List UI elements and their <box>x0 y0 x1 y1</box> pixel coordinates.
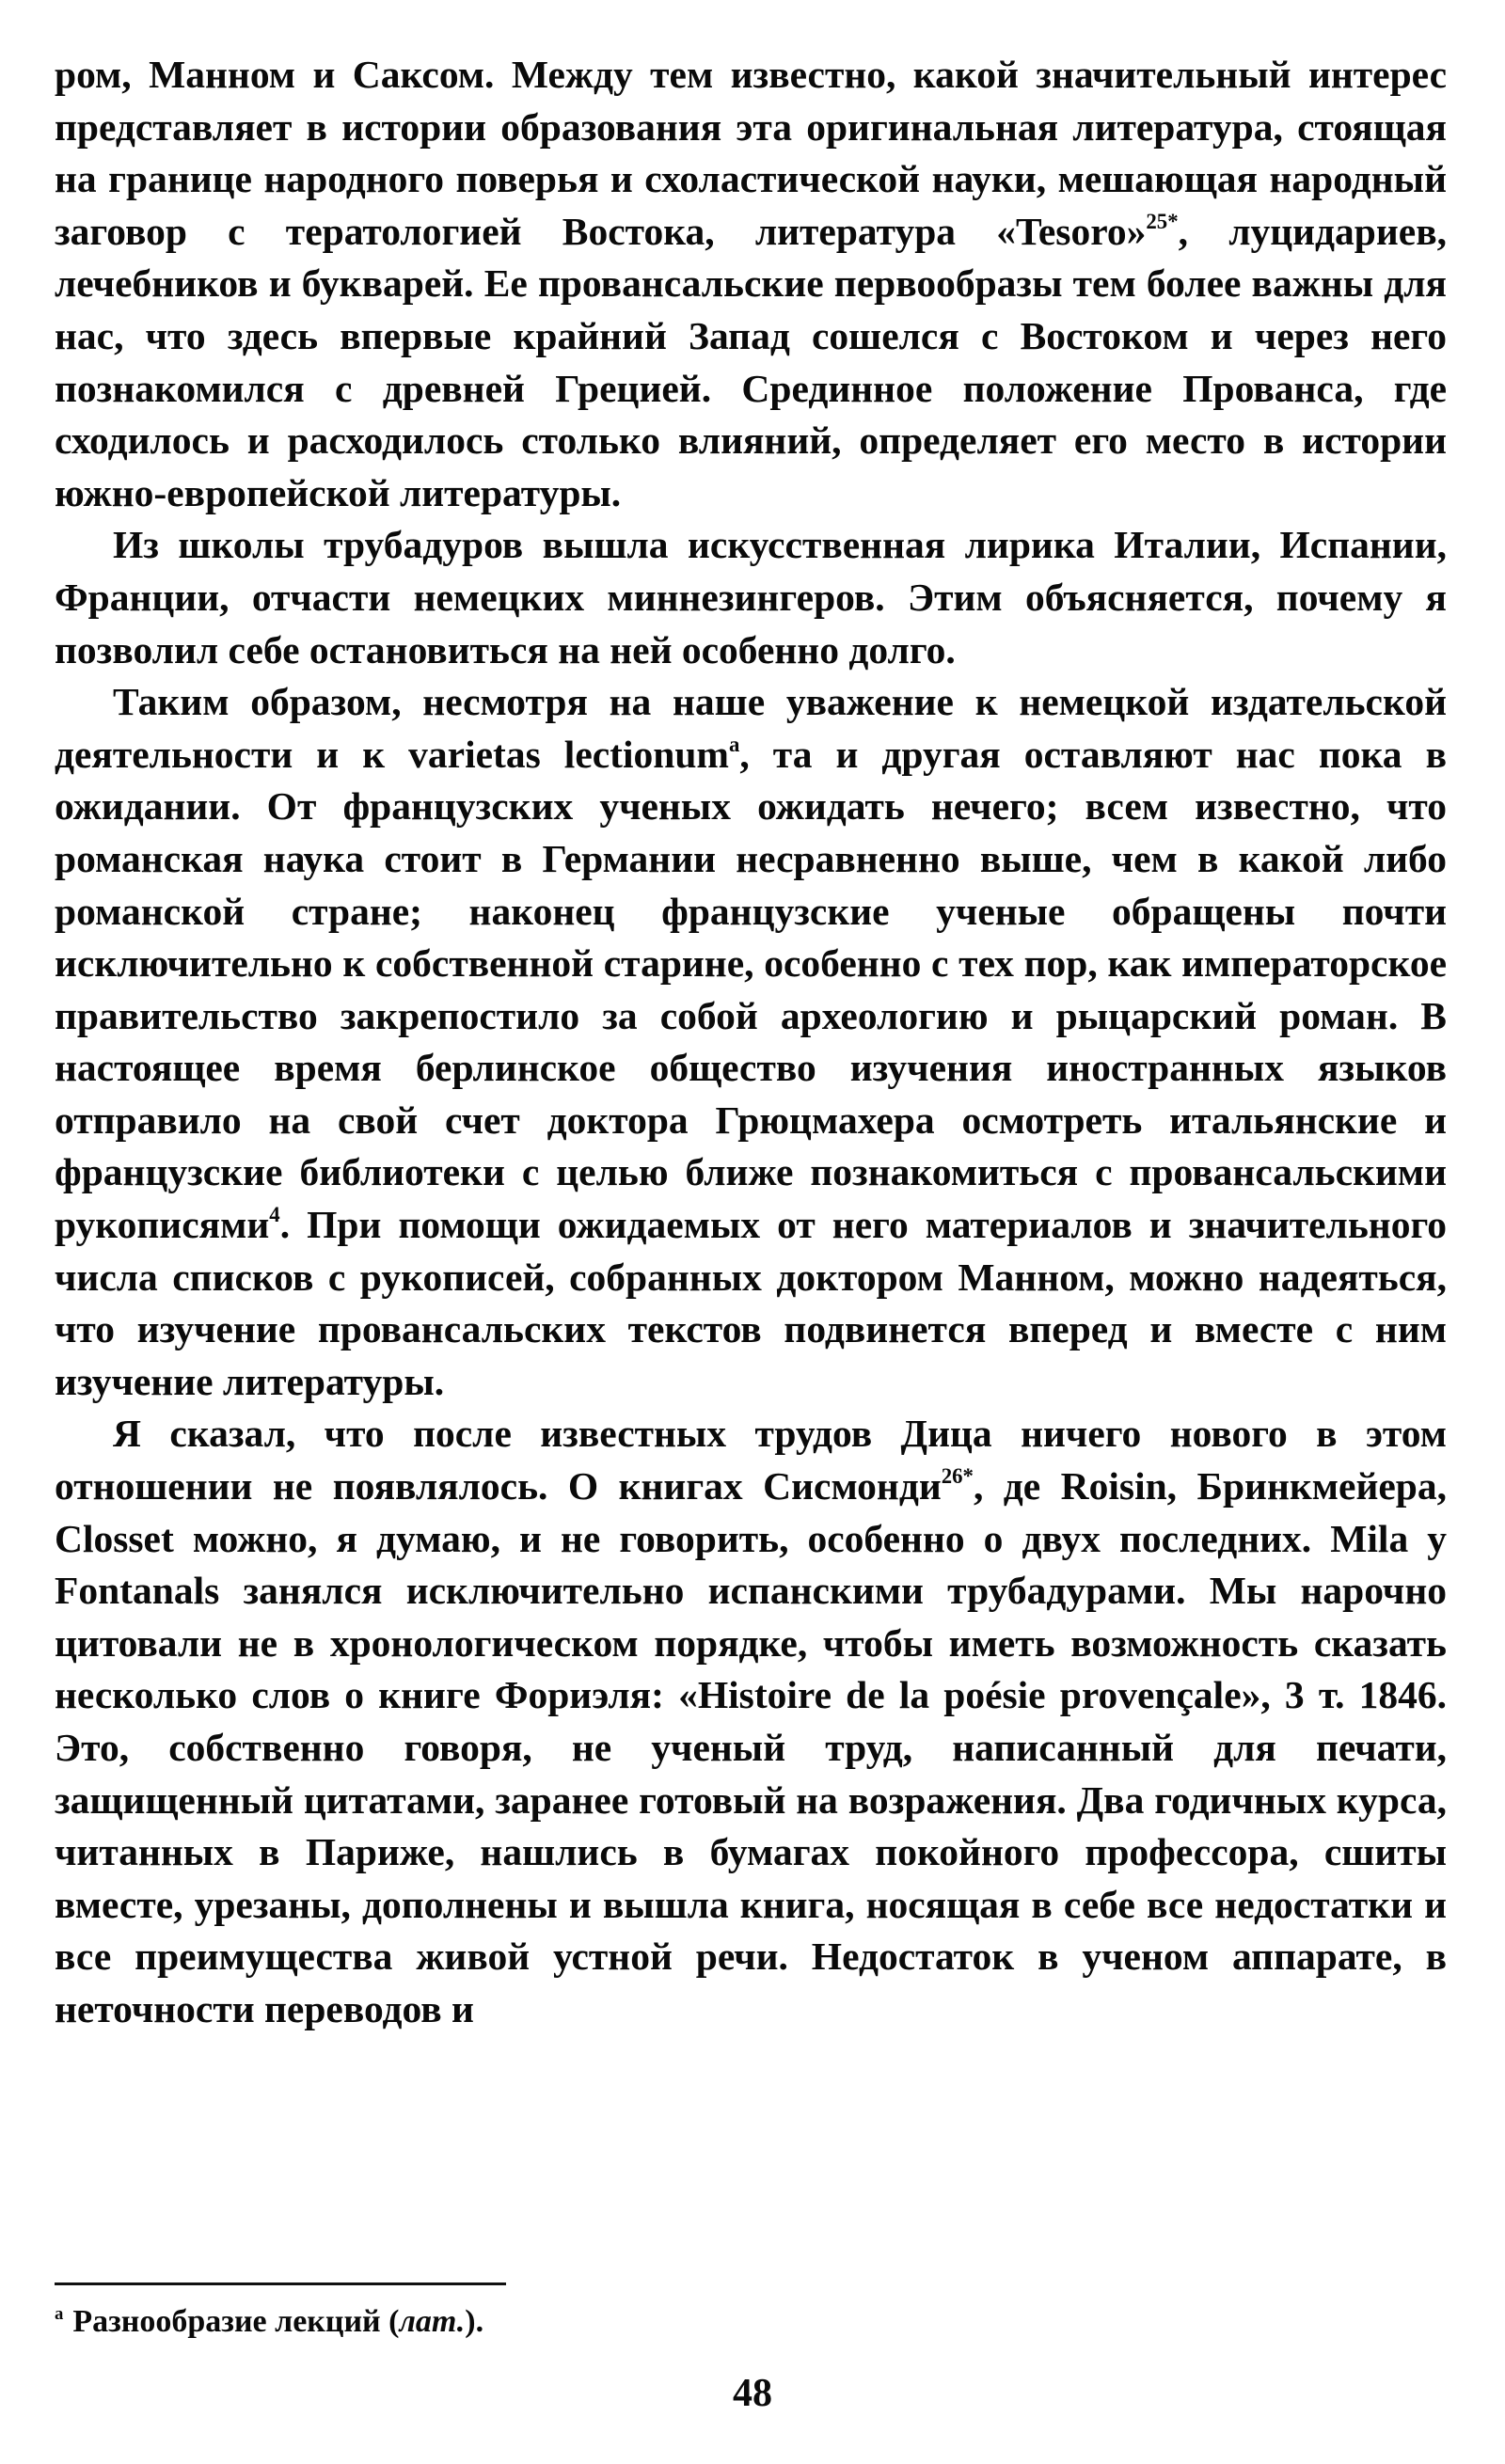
paragraph-text: , луцидариев, лечебников и букварей. Ее провансальские первообразы тем более важны для нас, что здесь впервые крайний Запад сошелся с Востоком и через него познакомился с древней Грецией. Срединное положение Прованса, где сходилось и расходилось столько влияний, определяет его место в истории южно-европейской литературы. <box>55 209 1448 514</box>
paragraph-text: . При помощи ожидаемых от него материалов и значительного числа списков с рукописей, собранных доктором Манном, можно надеяться, что изучение провансальских текстов подвинется вперед и вместе с ним изучение литературы. <box>55 1203 1447 1403</box>
paragraph <box>55 676 1447 1408</box>
paragraph-text: , та и другая оставляют нас пока в ожидании. От французских ученых ожидать нечего; всем известно, что романская наука стоит в Германии несравненно выше, чем в какой либо романской стране; наконец французские ученые обращены почти исключительно к собственной старине, особенно с тех пор, как императорское правительство закрепостило за собой археологию и рыцарский роман. В настоящее время берлинское общество изучения иностранных языков отправило на свой счет доктора Грюцмахера осмотреть итальянские и французские библиотеки с целью ближе познакомиться с провансальскими рукописями <box>55 732 1447 1247</box>
footnote-text: Разнообразие лекций ( <box>72 2304 400 2340</box>
paragraph-text: ром, Манном и Саксом. Между тем известно, какой значительный интерес представляет в истории образования эта оригинальная литература, стоящая на границе народного поверья и схоластической науки, мешающая народный заговор с тератологией Востока, литература «Tesoro» <box>55 53 1447 253</box>
page-number: 48 <box>733 2372 772 2415</box>
paragraph-text: Из школы трубадуров вышла искусственная лирика Италии, Испании, Франции, отчасти немецких миннезингеров. Этим объясняется, почему я позволил себе остановиться на ней особенно долго. <box>55 523 1447 671</box>
footnote-divider <box>55 2282 506 2285</box>
footnote-reference: a <box>729 732 740 756</box>
footnote-mark: a <box>55 2304 64 2324</box>
footnote-italic: лат. <box>399 2304 466 2340</box>
paragraph <box>55 1408 1447 2035</box>
paragraph-text: Я сказал, что после известных трудов Дица ничего нового в этом отношении не появлялось. О книгах Сисмонди <box>55 1412 1447 1508</box>
footnote-reference: 26* <box>941 1463 974 1488</box>
footnote-reference: 25* <box>1146 209 1179 233</box>
footnote <box>55 2296 483 2341</box>
footnote-reference: 4 <box>269 1202 280 1226</box>
footnote-tail: ). <box>465 2304 484 2340</box>
paragraph-text: , де Roisin, Бринкмейера, Closset можно, я думаю, и не говорить, особенно о двух последних. Mila y Fontanals занялся исключительно испанскими трубадурами. Мы нарочно цитовали не в хронологическом порядке, чтобы иметь возможность сказать несколько слов о книге Фориэля: «Histoire de la poésie provençale», 3 т. 1846. Это, собственно говоря, не ученый труд, написанный для печати, защищенный цитатами, заранее готовый на возражения. Два годичных курса, читанных в Париже, нашлись в бумагах покойного профессора, сшиты вместе, урезаны, дополнены и вышла книга, носящая в себе все недостатки и все преимущества живой устной речи. Недостаток в ученом аппарате, в неточности переводов и <box>55 1464 1447 2030</box>
paragraph <box>55 519 1447 676</box>
main-text <box>55 49 1447 2036</box>
paragraph <box>55 49 1447 519</box>
paragraph-text: Таким образом, несмотря на наше уважение к немецкой издательской деятельности и к varietas lectionum <box>55 680 1447 776</box>
